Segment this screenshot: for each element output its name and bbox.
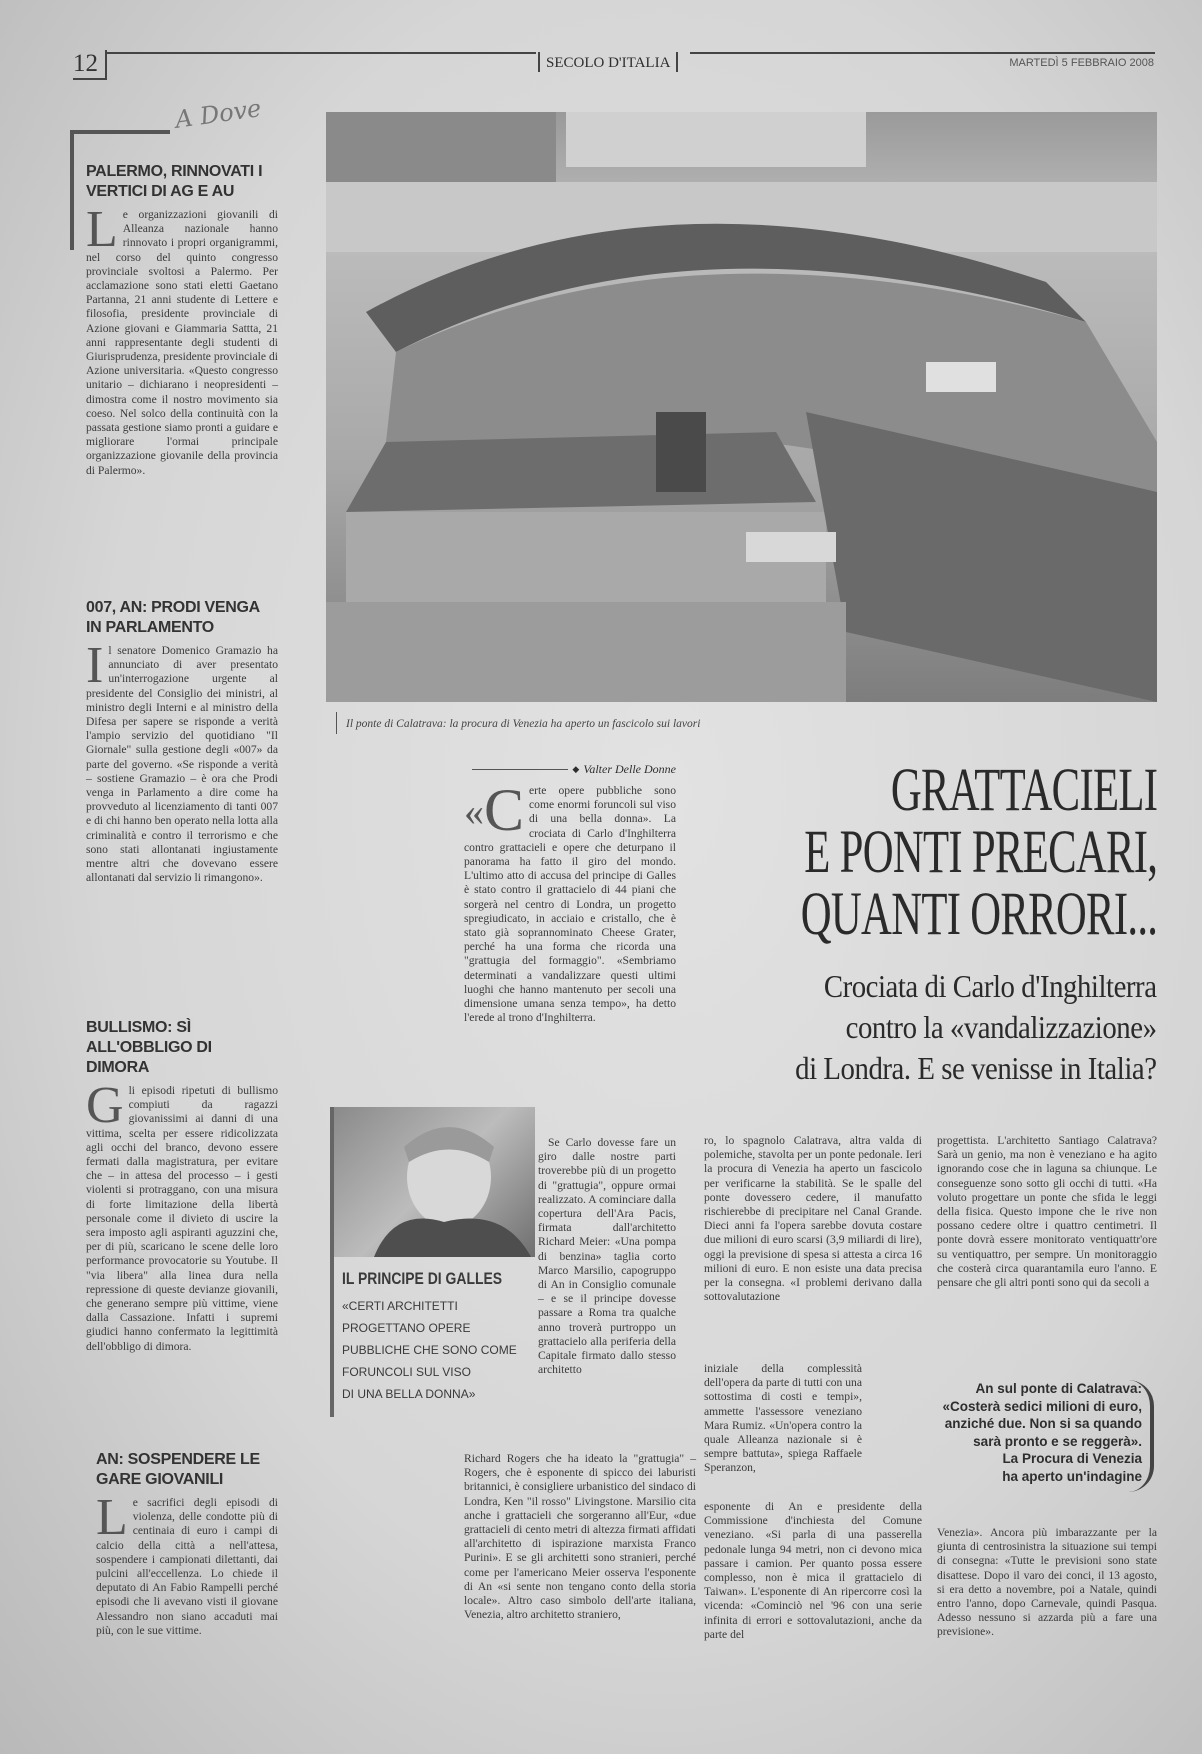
article-text: li episodi ripetuti di bullismo compiuti da ragazzi giovanissimi ai danni di una vittima, scelta per essere ridicolizzata agli occhi del branco, devono essere fermati dalla magistratura, per evitare che – in attesa del processo – i gesti violenti si protraggano, con una misura di forte limitazione della libertà personale come il divieto di uscire la sera imposto agli aspiranti aguzzini che, per di più, scaricano le scene delle loro performance provocatorie su Youtube. Il "via libera" alla linea dura nella repressione di queste devianze giovanili, che generano sempre più vittime, viene dalla Cassazione. Infatti i supremi giudici hanno confermato la legittimità dell'obbligo di dimora.: [86, 1084, 278, 1353]
article-text: l senatore Domenico Gramazio ha annunciato di aver presentato un'interrogazione urgente al presidente del Consiglio dei ministri, al ministro degli Interni e al ministro della Difesa per sapere se risponde a verità l'ampio servizio del quotidiano "Il Giornale" sulla gestione degli «007» da parte del governo. «Se risponde a verità – sostiene Gramazio – è ora che Prodi venga in Parlamento a dire come ha provveduto al licenziamento di tanti 007 e di chi hanno ben operato nella lotta alla criminalità e contro il terrorismo e che sono stati allontanati ingiustamente mentre altri che dovevano essere allontanati dal servizio li rimangono».: [86, 644, 278, 885]
sidebar-article-bullismo: [86, 1018, 278, 1354]
pull-quote: An sul ponte di Calatrava: «Costerà sedici milioni di euro, anziché due. Non si sa quando sarà pronto e se reggerà». La Procura di Venezia ha aperto un'indagine: [942, 1381, 1142, 1484]
diamond-icon: ◆: [572, 764, 580, 774]
sidebar-article-007: [86, 598, 278, 885]
headline: GRATTACIELI E PONTI PRECARI, QUANTI ORRORI...: [800, 757, 1157, 948]
main-article-col3a: ro, lo spagnolo Calatrava, altra valda di polemiche, stavolta per un ponte pedonale. Ieri la procura di Venezia ha aperto un fascicolo per verificarne la stabilità. Se le spalle del ponte dovessero cedere, il manufatto rischierebbe di precipitare nel Canal Grande. Dieci anni fa l'opera sarebbe dovuta costare due milioni di euro scarsi (3,9 miliardi di lire), oggi la previsione di spesa si attesta a circa 16 milioni di euro. E non esiste una data precisa per la consegna. «I problemi derivano dalla sottovalutazione: [704, 1134, 922, 1304]
sidebar-article-gare: [96, 1450, 278, 1638]
prince-box-quote: «CERTI ARCHITETTI PROGETTANO OPERE PUBBLICHE CHE SONO COME FORUNCOLI SUL VISO DI UNA BELLA DONNA»: [342, 1299, 517, 1401]
main-article-part2: Se Carlo dovesse fare un giro dalle nostre parti troverebbe più di un progetto di "grattugia", oppure ormai realizzato. A cominciare dalla copertura dell'Ara Pacis, firmata dall'architetto Richard Meier: «Una pompa di benzina» taglia corto Marco Marsilio, capogruppo di An in Consiglio comunale – e se il principe dovesse passare a Roma tra qualche anno troverà purtroppo un grattacielo alla periferia della Capitale firmato dallo stesso architetto: [538, 1136, 676, 1377]
article-title: BULLISMO: SÌ ALL'OBBLIGO DI DIMORA: [86, 1019, 212, 1076]
header-rule-right: [690, 52, 1155, 54]
article-title: 007, AN: PRODI VENGA IN PARLAMENTO: [86, 599, 260, 636]
sidebar-bracket-top: [70, 130, 170, 134]
article-text: e sacrifici degli episodi di violenza, delle condotte più di centinaia di euro i campi di calcio della città a nell'attesa, sospendere i campionati dilettanti, dai pulcini all'eccellenza. Lo chiede il deputato di An Fabio Rampelli perché episodi che li avevano visti il giovane Alessandro non siano accaduti mai più, con le sue vittime.: [96, 1496, 278, 1637]
main-article-col3c: esponente di An e presidente della Commissione d'inchiesta del Comune veneziano. «Si parla di una passerella pedonale lunga 94 metri, non ci devono mica passare i camion. Per quanto possa essere complesso, non è mica il grattacielo di Taiwan». L'esponente di An ripercorre così la vicenda: «Cominciò nel '96 con una serie infinita di errori e sottovalutazioni, anche da parte del: [704, 1500, 922, 1641]
prince-box-title: IL PRINCIPE DI GALLES: [342, 1269, 503, 1288]
drop-cap: L: [86, 201, 118, 258]
drop-cap: I: [86, 637, 104, 694]
sidebar-article-palermo: [86, 162, 278, 478]
byline-author: Valter Delle Donne: [583, 762, 676, 776]
page-number-box: [73, 50, 107, 80]
main-article-part1: « C erte opere pubbliche sono come enormi foruncoli sul viso di una bella donna». La crociata di Carlo d'Inghilterra contro grattacieli e opere che deturpano il panorama ha fatto il giro del mondo. L'ultimo atto di accusa del principe di Galles è stato contro il grattacielo di 44 piani che sorgerà nel centro di Londra, un progetto spregiudicato, in acciaio e cristallo, che è stato già soprannominato Cheese Grater, perché ha una forma che ricorda una "grattugia del formaggio". «Sembriamo determinati a vandalizzare questi ultimi luoghi che hanno mantenuto per secoli una dimensione umana senza tempo», ha detto l'erede al trono d'Inghilterra.: [464, 777, 676, 1025]
drop-cap: C: [484, 777, 525, 843]
main-article-col3b: iniziale della complessità dell'opera da parte di tutti con una sottostima di costi e tempi», ammette l'assessore veneziano Mara Rumiz. «Un'opera contro la quale Alleanza nazionale si è sempre battuta», spiega Raffaele Speranzon,: [704, 1362, 862, 1475]
bridge-photo: [326, 112, 1157, 702]
prince-box: [330, 1107, 535, 1417]
prince-photo: [334, 1107, 535, 1257]
article-text: e organizzazioni giovanili di Alleanza nazionale hanno rinnovato i propri organigrammi, nel corso del quinto congresso provinciale svoltosi a Palermo. Per acclamazione sono stati eletti Gaetano Partanna, 21 anni studente di Lettere e filosofia, presidente provinciale di Azione giovani e Giammaria Sattta, 21 anni rappresentante degli studenti di Giurisprudenza, presidente provinciale di Azione universitaria. «Questo congresso unitario – dichiarano i neopresidenti – dimostra come il nostro movimento sia coeso. Nel solco della continuità con la passata gestione siamo pronti a guidare e migliorare l'ormai principale organizzazione giovanile della provincia di Palermo».: [86, 208, 278, 477]
article-title: AN: SOSPENDERE LE GARE GIOVANILI: [96, 1451, 260, 1488]
main-article-col4a: progettista. L'architetto Santiago Calatrava? Sarà un genio, ma non è veneziano e ha agito ignorando cose che in laguna sa chiunque. Le conseguenze sono sotto gli occhi di tutti. «Ha voluto progettare un ponte che sfida le leggi della fisica. Questo impone che le rive non possano cedere oltre i quattro centimetri. Il ponte dovrà essere monitorato ventiquattr'ore su ventiquattro, per sempre. Un monitoraggio che costerà circa quarantamila euro l'anno. E pensare che gli altri ponti sono qui da secoli a: [937, 1134, 1157, 1290]
header-rule-left: [106, 52, 536, 54]
page-number: 12: [73, 50, 98, 77]
bridge-illustration: [326, 112, 1157, 702]
portrait-illustration: [334, 1107, 531, 1257]
article-title: PALERMO, RINNOVATI I VERTICI DI AG E AU: [86, 163, 263, 200]
open-quote: «: [464, 789, 484, 834]
drop-cap: G: [86, 1077, 124, 1134]
photo-caption: Il ponte di Calatrava: la procura di Venezia ha aperto un fascicolo sui lavori: [346, 718, 701, 730]
subheadline: Crociata di Carlo d'Inghilterra contro la «vandalizzazione» di Londra. E se venisse in Italia?: [795, 968, 1157, 1086]
main-article-col4b: Venezia». Ancora più imbarazzante per la giunta di centrosinistra la situazione sui tempi di consegna: «Tutte le previsioni sono state disattese. Dopo il varo dei conci, il 13 agosto, si era detto a novembre, poi a Natale, quindi entro l'anno, dopo Carnevale, quindi Pasqua. Adesso nessuno si azzarda più a fare una previsione».: [937, 1526, 1157, 1639]
caption-rule: [336, 712, 337, 734]
drop-cap: L: [96, 1489, 128, 1546]
main-article-part3: Richard Rogers che ha ideato la "grattugia" – Rogers, che è esponente di spicco dei laburisti britannici, è consigliere urbanistico del sindaco di Londra, Ken "il rosso" Livingstone. Marsilio cita anche i grattacieli che sorgeranno all'Eur, «due grattacieli di cento metri di altezza firmati affidati all'architetto di ispirazione marxista Franco Purini». E se gli architetti sono stranieri, perché come per l'americano Meier osserva l'esponente di An «si sente non tengano conto della storia locale». Altro caso simbolo dell'arte italiana, Venezia, altro architetto straniero,: [464, 1452, 696, 1622]
pull-quote-bracket: [1128, 1380, 1154, 1492]
issue-date: MARTEDÌ 5 FEBBRAIO 2008: [1009, 57, 1154, 69]
masthead: SECOLO D'ITALIA: [538, 52, 678, 72]
sidebar-bracket: [70, 130, 74, 250]
handwritten-note: A Dove: [173, 94, 263, 134]
byline: [472, 762, 676, 777]
